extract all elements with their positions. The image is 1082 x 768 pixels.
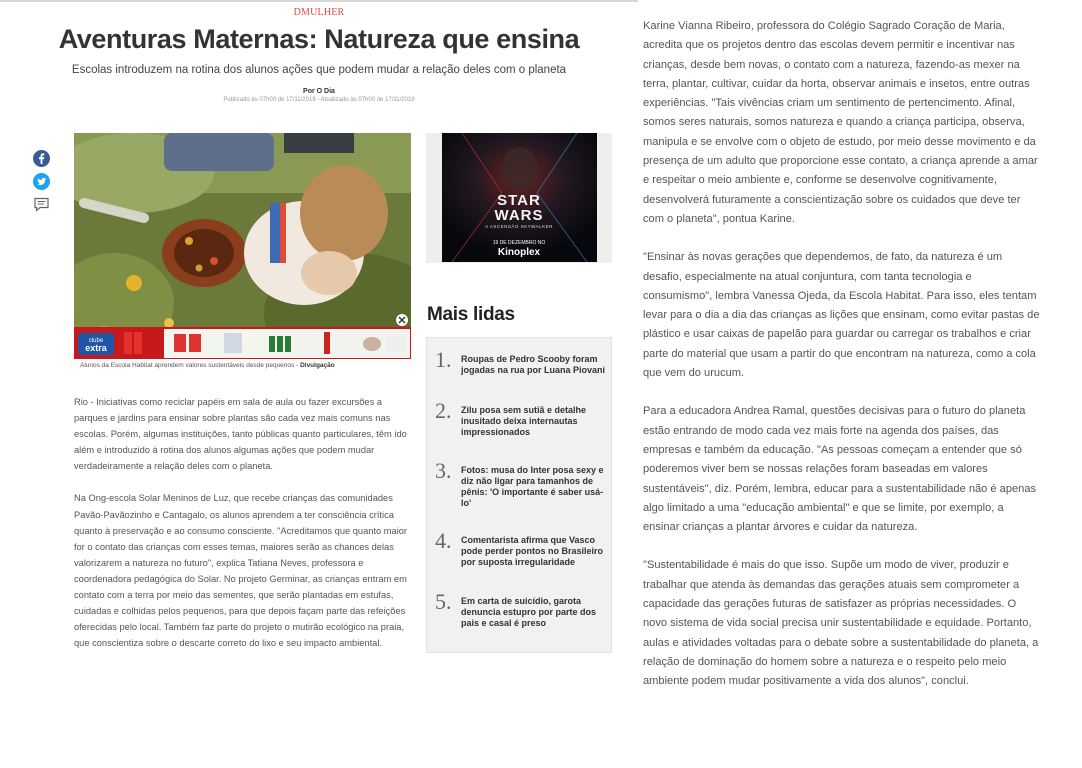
article-subtitle: Escolas introduzem na rotina dos alunos ações que podem mudar a relação deles com o planeta [71, 64, 567, 76]
poster-title-2: WARS [494, 207, 544, 224]
poster-cinema: Kinoplex [497, 247, 541, 258]
poster-subtitle: A ASCENSÃO SKYWALKER [485, 224, 553, 229]
item-number: 3. [435, 458, 452, 483]
item-link[interactable]: Em carta de suicídio, garota denuncia estupro por parte dos pais e casal é preso [461, 596, 597, 628]
item-link[interactable]: Roupas de Pedro Scooby foram jogadas na rua por Luana Piovani [461, 354, 606, 375]
ad-brand-name: extra [85, 343, 107, 353]
byline: Por O Dia [303, 88, 335, 95]
article-body-left [74, 394, 410, 667]
item-number: 5. [435, 589, 452, 614]
photo-credit: Divulgação [300, 362, 335, 369]
item-number: 4. [435, 528, 452, 553]
publication-info: Publicado às 07h00 de 17/11/2019 - Atualizado às 07h00 de 17/11/2019 [223, 97, 415, 103]
paragraph: Para a educadora Andrea Ramal, questões decisivas para o futuro do planeta estão entrando de modo cada vez mais forte na agenda dos países, das empresas e também da educação. "As pessoas começam a entender que só poderemos viver bem se nossas relações foram baseadas em valores sustentáveis", diz. Porém, lembra, educar para a sustentabilidade não é apenas algo limitado a uma "educação ambiental" e que se limite, por exemplo, a ensinar crianças a plantar árvores e cuidar da natureza. [643, 405, 1037, 534]
section-label[interactable]: DMULHER [293, 7, 345, 18]
paragraph: Rio - Iniciativas como reciclar papéis em sala de aula ou fazer excursões a parques e jardins para ensinar sobre plantas são cada vez mais comuns nas escolas. Porém, algumas instituições, tanto públicas quanto particulares, têm ido além e introduzido à rotina dos alunos algumas ações que podem mudar verdadeiramente a relação deles com o planeta. [74, 397, 407, 472]
mais-lidas-list [426, 337, 612, 653]
mais-lidas-title: Mais lidas [427, 304, 515, 325]
item-link[interactable]: Comentarista afirma que Vasco pode perder pontos no Brasileiro por suposta irregularidade [461, 535, 604, 567]
star-wars-poster[interactable] [442, 133, 597, 262]
item-link[interactable]: Zilu posa sem sutiã e detalhe inusitado deixa internautas impressionados [461, 405, 587, 437]
paragraph: Na Ong-escola Solar Meninos de Luz, que recebe crianças das comunidades Pavão-Pavãozinho e Cantagalo, os alunos aprendem a ter consciência crítica quanto à preservação e ao consumo consciente. "Acreditamos que quanto maior for o contato das crianças com esses temas, maiores serão as chances delas valorizarem a natureza no futuro", explica Tatiana Neves, professora e coordenadora pedagógica do Solar. No projeto Germinar, as crianças entram em contato com a terra por meio das sementes, que serão plantadas em estufas, cuidadas e colhidas pelos pequenos, para que depois façam parte das refeições oferecidas pelo local. Também faz parte do projeto o mutirão ecológico na praia, que conscientiza sobre o descarte correto do lixo e seu impacto ambiental. [74, 493, 408, 649]
poster-date: 19 DE DEZEMBRO NO [492, 240, 546, 246]
comment-icon[interactable] [33, 196, 50, 213]
item-number: 2. [435, 398, 452, 423]
photo-caption: Alunos da Escola Habitat aprendem valores sustentáveis desde pequenos - Divulgação [80, 362, 335, 369]
paragraph: "Ensinar às novas gerações que dependemos, de fato, da natureza é um desafio, especialmente na atual conjuntura, com tanta tecnologia e consumismo", lembra Vanessa Ojeda, da Escola Habitat. Para isso, eles tentam levar para o dia a dia das crianças as lições que ensinam, como evitar pastas de plástico e usar caixas de papelão para guardar ou carregar os trabalhos e criar parte do material que usam a partir do que encontram na natureza, como a cola que vem do urucum. [643, 251, 1040, 380]
item-link[interactable]: Fotos: musa do Inter posa sexy e diz não ligar para tamanhos de pênis: 'O importante é saber usá-lo' [461, 465, 604, 508]
advertisement[interactable] [426, 133, 612, 263]
article-title: Aventuras Maternas: Natureza que ensina [58, 24, 580, 54]
ad-brand-top: clube [88, 338, 104, 344]
facebook-icon[interactable] [33, 150, 50, 167]
article-body-right [643, 17, 1043, 711]
item-number: 1. [435, 347, 452, 372]
paragraph: "Sustentabilidade é mais do que isso. Supõe um modo de viver, produzir e trabalhar que atenda às demandas das gerações atuais sem comprometer a capacidade das gerações futuras de satisfazer as próprias necessidades. O novo sistema de vida social precisa unir sustentabilidade e equidade. Portanto, aulas e atividades voltadas para o debate sobre a sustentabilidade do planeta, a relação de dominação do homem sobre a natureza e o respeito pelo meio ambiente podem mudar positivamente a vida dos alunos", conclui. [643, 559, 1039, 688]
twitter-icon[interactable] [33, 173, 50, 190]
paragraph: Karine Vianna Ribeiro, professora do Colégio Sagrado Coração de Maria, acredita que os projetos dentro das escolas devem permitir e incentivar nas crianças, desde bem novas, o contato com a natureza, fazendo-as mexer na terra, plantar, cultivar, cuidar da horta, observar animais e insetos, entre outras experiências. "Tais vivências criam um sentimento de pertencimento. Afinal, somos seres naturais, somos natureza e quando a criança participa, observa, manipula e se envolve com o objeto de estudo, por meio desse movimento e da presença de um adulto que proporcione esse contato, a criança aprende a amar e respeitar o meio ambiente e, conforme se desenvolve cognitivamente, desenvolverá futuramente a conscientização sobre os cuidados que deve ter com o planeta", pontua Karine. [643, 20, 1038, 225]
article-photo[interactable] [74, 133, 411, 359]
poster-title-1: STAR [497, 192, 541, 209]
top-divider [0, 0, 638, 2]
